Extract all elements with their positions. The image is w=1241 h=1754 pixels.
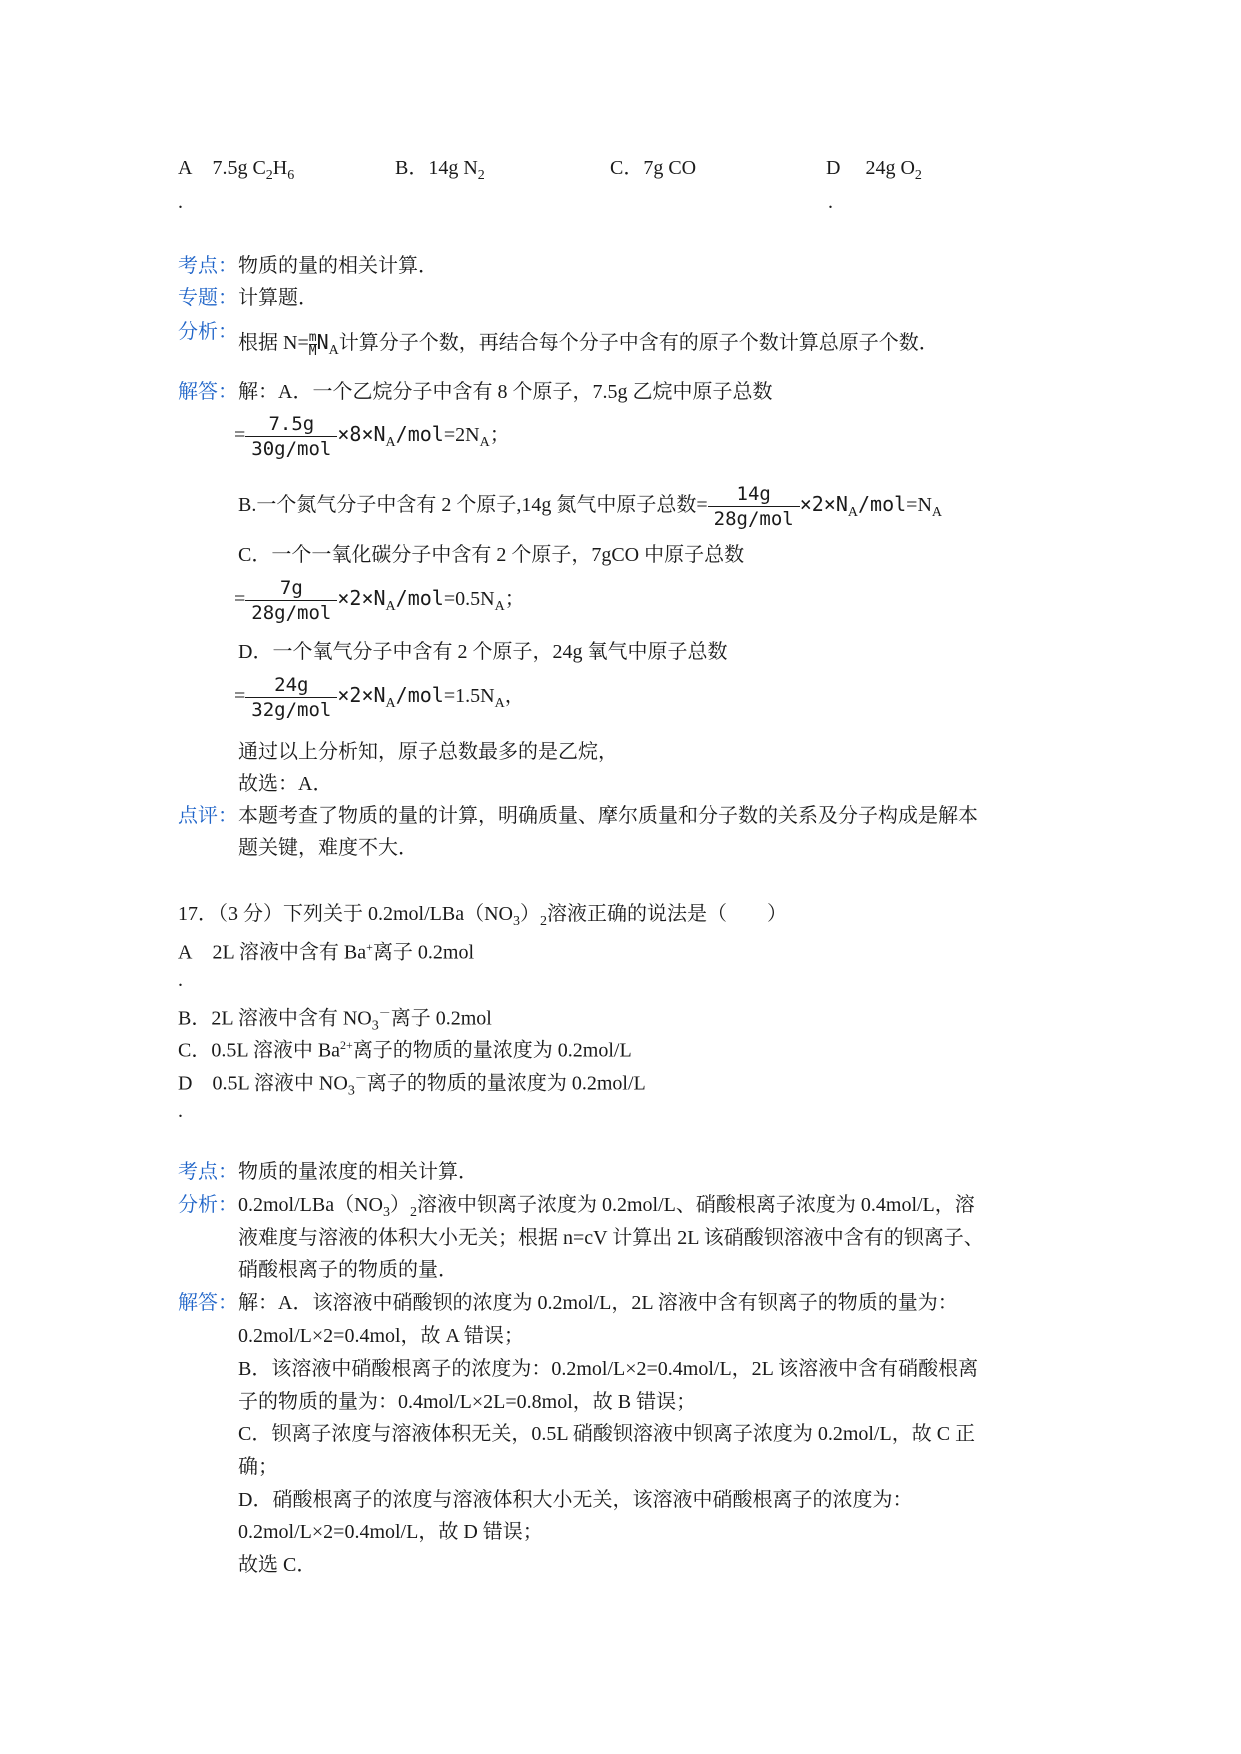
q16-option-a-sub2: 6	[287, 168, 295, 183]
q17-option-b-post: 离子 0.2mol	[390, 1007, 492, 1030]
q17-jieda-label: 解答：	[178, 1292, 238, 1314]
q17-option-c-pre: C．0.5L 溶液中 Ba	[178, 1039, 341, 1062]
q16-a-den: 30g/mol	[251, 438, 332, 460]
q16-a-eq: =	[234, 424, 246, 447]
q16-b-unit-n: N	[835, 492, 848, 517]
q16-d-unit-n: N	[373, 683, 386, 708]
q16-option-a-text: 7.5g C	[212, 157, 266, 179]
q16-fenxi-na: N	[316, 330, 329, 354]
q17-stem-sub3: 3	[513, 914, 520, 929]
q16-a-num: 7.5g	[245, 412, 337, 437]
q17-kaodian-label: 考点：	[178, 1161, 238, 1183]
q17-stem-mid: ）	[520, 903, 540, 925]
q16-option-a-letter: A	[178, 157, 193, 179]
q17-option-b-pre: B．2L 溶液中含有 NO	[178, 1007, 372, 1030]
q16-d-fraction	[245, 673, 337, 722]
q16-b-fraction	[708, 482, 800, 531]
q16-d-line1: D．一个氧气分子中含有 2 个原子，24g 氧气中原子总数	[238, 641, 728, 663]
q17-stem	[178, 902, 787, 934]
q16-c-mult: ×2×	[337, 586, 374, 611]
q16-d-result-sub: A	[494, 696, 505, 712]
q17-fenxi-mid: ）	[390, 1194, 410, 1216]
q17-option-d-letter: D	[178, 1072, 193, 1095]
q16-dianping-label: 点评：	[178, 805, 238, 827]
q16-a-result-end: ；	[489, 424, 510, 447]
q17-option-b-sup: －	[378, 1006, 391, 1020]
q16-c-eq: =	[234, 588, 246, 611]
q16-jieda-label: 解答：	[178, 381, 238, 403]
q16-d-mult: ×2×	[337, 683, 374, 708]
q17-fenxi-post: 溶液中钡离子浓度为 0.2mol/L、硝酸根离子浓度为 0.4mol/L，溶	[417, 1194, 975, 1216]
q17-fenxi	[178, 1193, 975, 1225]
q17-jieda	[178, 1291, 958, 1315]
q16-option-d-dot: .	[828, 191, 833, 213]
q16-zhuanti	[178, 286, 318, 310]
q16-option-d	[826, 156, 922, 188]
q17-jieda-l2: 0.2mol/L×2=0.4mol，故 A 错误；	[238, 1325, 524, 1347]
q17-option-d-sup: －	[354, 1071, 367, 1085]
q16-c-unit-rest: /mol	[395, 586, 444, 611]
q16-option-a-sub1: 2	[265, 168, 273, 183]
q16-d-result-end: ，	[504, 685, 525, 708]
q16-c-result-end: ；	[504, 588, 525, 611]
q16-b-formula	[238, 482, 942, 531]
q16-d-formula	[234, 673, 525, 722]
q16-zhuanti-label: 专题：	[178, 287, 238, 309]
q16-option-d-letter: D	[826, 157, 841, 179]
q16-option-b-text: B．14g N	[395, 157, 478, 179]
q17-fenxi-sub2: 2	[410, 1205, 417, 1220]
q16-option-c: C．7g CO	[610, 157, 697, 179]
q16-option-d-sub: 2	[914, 168, 922, 183]
q16-zhuanti-text: 计算题．	[238, 287, 318, 309]
q17-option-a-dot: .	[178, 969, 183, 991]
q16-c-result-sub: A	[494, 599, 505, 615]
q17-kaodian-text: 物质的量浓度的相关计算．	[238, 1161, 478, 1183]
q16-fenxi-frac-num: m	[308, 329, 317, 345]
q17-jieda-l6: 确；	[238, 1456, 278, 1478]
q17-option-d-dot: .	[178, 1100, 183, 1122]
q16-a-fraction	[245, 412, 337, 461]
q16-fenxi-frac-den: M	[308, 343, 317, 359]
q16-d-num: 24g	[245, 673, 337, 698]
q16-c-unit-n: N	[373, 586, 386, 611]
q17-fenxi-label: 分析：	[178, 1194, 238, 1216]
q16-dianping	[178, 804, 978, 828]
q16-a-result-sub: A	[479, 435, 490, 451]
q16-fenxi-pre: 根据 N=	[238, 332, 309, 354]
q16-option-a	[178, 156, 294, 188]
q17-jieda-l4: 子的物质的量为：0.4mol/L×2L=0.8mol，故 B 错误；	[238, 1391, 697, 1413]
q17-option-c-post: 离子的物质的量浓度为 0.2mol/L	[352, 1039, 632, 1062]
q16-fenxi-text	[238, 330, 939, 363]
q16-c-num: 7g	[245, 576, 337, 601]
q16-fenxi-na-sub: A	[328, 343, 339, 358]
q17-jieda-l3: B．该溶液中硝酸根离子的浓度为：0.2mol/L×2=0.4mol/L，2L 该溶液中含有硝酸根离	[238, 1358, 979, 1380]
q16-a-line1: 解：A．一个乙烷分子中含有 8 个原子，7.5g 乙烷中原子总数	[238, 381, 773, 403]
q16-c-den: 28g/mol	[251, 602, 332, 624]
q16-c-fraction	[245, 576, 337, 625]
q17-stem-post: 溶液正确的说法是（ ）	[547, 903, 787, 925]
q16-kaodian-text: 物质的量的相关计算．	[238, 255, 438, 277]
q17-fenxi-pre: 0.2mol/LBa（NO	[238, 1194, 383, 1216]
q17-option-a-post: 离子 0.2mol	[372, 941, 475, 964]
q17-jieda-l7: D．硝酸根离子的浓度与溶液体积大小无关，该溶液中硝酸根离子的浓度为：	[238, 1489, 913, 1511]
q16-answer: 故选：A．	[238, 773, 333, 795]
q16-a-unit-sub: A	[385, 435, 396, 451]
q16-fenxi-label: 分析：	[178, 321, 238, 343]
q17-stem-sub2: 2	[540, 914, 547, 929]
q16-b-unit-sub: A	[847, 505, 858, 521]
q16-kaodian-label: 考点：	[178, 255, 238, 277]
q16-b-unit-rest: /mol	[858, 492, 907, 517]
q16-option-a-dot: .	[178, 191, 183, 213]
q17-option-b-sub: 3	[371, 1018, 379, 1034]
q16-a-formula	[234, 412, 510, 461]
q16-b-mult: ×2×	[799, 492, 836, 517]
q16-b-result-sub: A	[931, 505, 943, 521]
q17-option-a-letter: A	[178, 941, 193, 964]
q17-option-d-pre: 0.5L 溶液中 NO	[212, 1072, 348, 1095]
q17-kaodian	[178, 1160, 478, 1184]
q16-fenxi-post: 计算分子个数，再结合每个分子中含有的原子个数计算总原子个数．	[338, 332, 939, 354]
q16-c-result: =0.5N	[443, 588, 495, 611]
q16-option-b-sub: 2	[477, 168, 485, 183]
q17-fenxi-line2: 液难度与溶液的体积大小无关；根据 n=cV 计算出 2L 该硝酸钡溶液中含有的钡离子、	[238, 1227, 984, 1249]
q17-option-d	[178, 1066, 646, 1104]
q16-c-unit-sub: A	[385, 599, 396, 615]
q16-option-d-text: 24g O	[865, 157, 915, 179]
q16-a-unit-n: N	[373, 422, 386, 447]
q16-conclusion: 通过以上分析知，原子总数最多的是乙烷，	[238, 741, 618, 763]
q16-dianping-line1: 本题考查了物质的量的计算，明确质量、摩尔质量和分子数的关系及分子构成是解本	[238, 805, 978, 827]
q17-fenxi-line3: 硝酸根离子的物质的量．	[238, 1259, 458, 1281]
q17-option-c	[178, 1033, 632, 1063]
q16-kaodian	[178, 254, 438, 278]
q16-dianping-line2: 题关键，难度不大．	[238, 837, 418, 859]
q16-option-a-mid: H	[272, 157, 288, 179]
q16-option-b	[395, 156, 485, 188]
q16-d-result: =1.5N	[443, 685, 495, 708]
q16-d-den: 32g/mol	[251, 699, 332, 721]
q16-c-line1: C．一个一氧化碳分子中含有 2 个原子，7gCO 中原子总数	[238, 544, 745, 566]
q16-b-result: =N	[906, 494, 932, 517]
q17-fenxi-sub3: 3	[383, 1205, 390, 1220]
q17-stem-pre: 17．（3 分）下列关于 0.2mol/LBa（NO	[178, 903, 513, 925]
q16-a-result: =2N	[443, 424, 480, 447]
q17-jieda-l8: 0.2mol/L×2=0.4mol/L，故 D 错误；	[238, 1521, 543, 1543]
q17-option-d-post: 离子的物质的量浓度为 0.2mol/L	[366, 1072, 646, 1095]
q17-option-a	[178, 935, 474, 965]
q17-jieda-l9: 故选 C．	[238, 1554, 317, 1576]
q16-d-eq: =	[234, 685, 246, 708]
q16-b-line: B.一个氮气分子中含有 2 个原子,14g 氮气中原子总数=	[238, 494, 708, 517]
q16-c-formula	[234, 576, 525, 625]
q16-a-mult: ×8×	[337, 422, 374, 447]
q16-jieda-line1	[178, 380, 772, 404]
q17-option-d-sub: 3	[347, 1083, 355, 1099]
q16-b-den: 28g/mol	[713, 508, 794, 530]
q16-d-unit-rest: /mol	[395, 683, 444, 708]
q16-d-unit-sub: A	[385, 696, 396, 712]
q17-option-a-pre: 2L 溶液中含有 Ba	[212, 941, 367, 964]
q16-fenxi-fraction	[309, 331, 317, 358]
q17-option-c-sup: 2+	[340, 1038, 353, 1052]
q17-jieda-l5: C．钡离子浓度与溶液体积无关，0.5L 硝酸钡溶液中钡离子浓度为 0.2mol/L，故 C 正	[238, 1423, 976, 1445]
q16-a-unit-rest: /mol	[395, 422, 444, 447]
q17-option-a-sup: +	[366, 940, 373, 954]
q17-jieda-l1: 解：A．该溶液中硝酸钡的浓度为 0.2mol/L，2L 溶液中含有钡离子的物质的量为：	[238, 1292, 958, 1314]
q16-b-num: 14g	[708, 482, 800, 507]
